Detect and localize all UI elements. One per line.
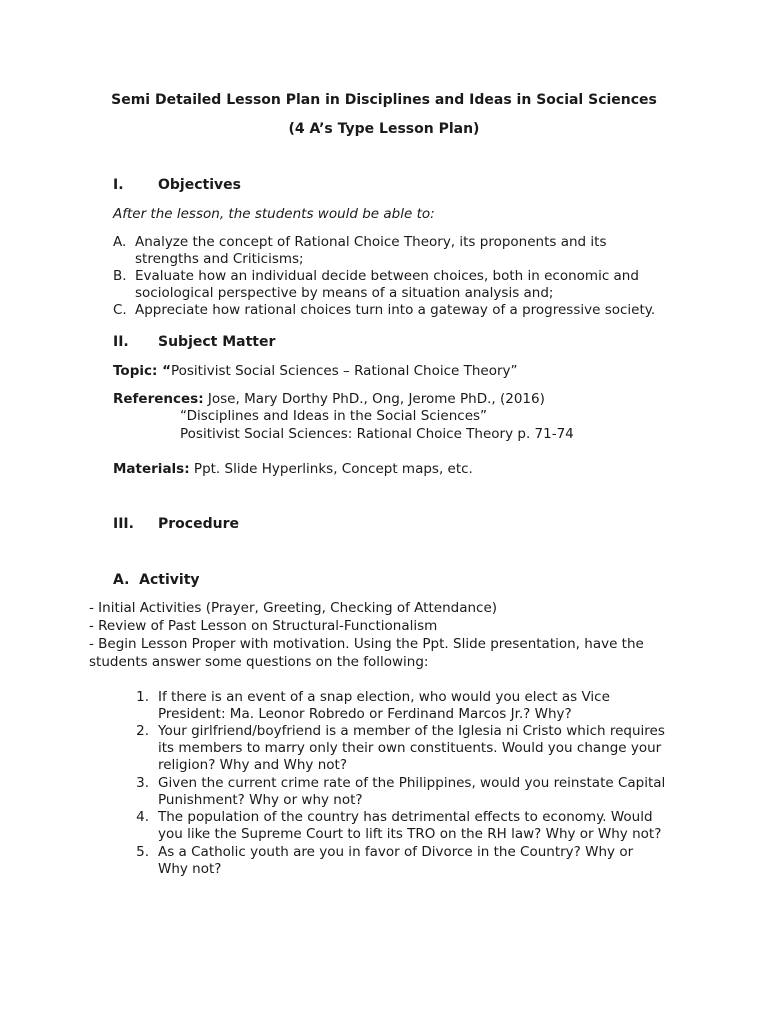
section-number-procedure: III. [113, 516, 134, 532]
question-number-1: 1. [136, 689, 149, 705]
objective-b-line1: Evaluate how an individual decide between choices, both in economic and [135, 268, 639, 284]
question-number-5: 5. [136, 844, 149, 860]
objective-b-line2: sociological perspective by means of a situation analysis and; [135, 285, 554, 301]
objective-letter-a: A. [113, 234, 127, 250]
document-subtitle: (4 A’s Type Lesson Plan) [288, 121, 480, 137]
references-label: References: [113, 391, 204, 407]
question-2-line2: its members to marry only their own constituents. Would you change your [158, 740, 662, 756]
section-heading-subject-matter: Subject Matter [158, 334, 276, 350]
question-number-4: 4. [136, 809, 149, 825]
question-number-3: 3. [136, 775, 149, 791]
question-4-line2: you like the Supreme Court to lift its TRO on the RH law? Why or Why not? [158, 826, 662, 842]
topic-label: Topic: “ [113, 363, 171, 379]
topic-line [113, 363, 518, 380]
materials-line [113, 461, 473, 478]
activity-bullet-1: - Initial Activities (Prayer, Greeting, Checking of Attendance) [89, 600, 498, 616]
objectives-intro: After the lesson, the students would be able to: [113, 206, 435, 222]
references-value: Jose, Mary Dorthy PhD., Ong, Jerome PhD., (2016) [207, 391, 545, 407]
question-2-line3: religion? Why and Why not? [158, 757, 347, 773]
section-number-subject-matter: II. [113, 334, 129, 350]
question-3-line1: Given the current crime rate of the Philippines, would you reinstate Capital [158, 775, 666, 791]
question-3-line2: Punishment? Why or why not? [158, 792, 363, 808]
topic-value: Positivist Social Sciences – Rational Choice Theory” [170, 363, 518, 379]
objective-a-line1: Analyze the concept of Rational Choice Theory, its proponents and its [135, 234, 607, 250]
objective-a-line2: strengths and Criticisms; [135, 251, 304, 267]
activity-bullet-3-cont: students answer some questions on the following: [89, 654, 429, 670]
question-1-line1: If there is an event of a snap election, who would you elect as Vice [158, 689, 610, 705]
activity-bullet-3: - Begin Lesson Proper with motivation. Using the Ppt. Slide presentation, have the [89, 636, 644, 652]
objective-letter-b: B. [113, 268, 127, 284]
activity-heading: A. Activity [113, 572, 200, 588]
question-5-line2: Why not? [158, 861, 222, 877]
section-number-objectives: I. [113, 177, 124, 193]
activity-bullet-2: - Review of Past Lesson on Structural-Functionalism [89, 618, 438, 634]
materials-label: Materials: [113, 461, 190, 477]
document-title: Semi Detailed Lesson Plan in Disciplines and Ideas in Social Sciences [111, 92, 657, 108]
question-5-line1: As a Catholic youth are you in favor of Divorce in the Country? Why or [158, 844, 634, 860]
section-heading-objectives: Objectives [158, 177, 241, 193]
question-2-line1: Your girlfriend/boyfriend is a member of the Iglesia ni Cristo which requires [158, 723, 665, 739]
objective-letter-c: C. [113, 302, 127, 318]
materials-value: Ppt. Slide Hyperlinks, Concept maps, etc. [193, 461, 473, 477]
references-line1 [113, 391, 545, 408]
references-line2: “Disciplines and Ideas in the Social Sciences” [180, 408, 488, 424]
objective-c-line1: Appreciate how rational choices turn into a gateway of a progressive society. [135, 302, 656, 318]
question-1-line2: President: Ma. Leonor Robredo or Ferdinand Marcos Jr.? Why? [158, 706, 572, 722]
references-line3: Positivist Social Sciences: Rational Choice Theory p. 71-74 [180, 426, 574, 442]
section-heading-procedure: Procedure [158, 516, 239, 532]
question-number-2: 2. [136, 723, 149, 739]
question-4-line1: The population of the country has detrimental effects to economy. Would [158, 809, 653, 825]
